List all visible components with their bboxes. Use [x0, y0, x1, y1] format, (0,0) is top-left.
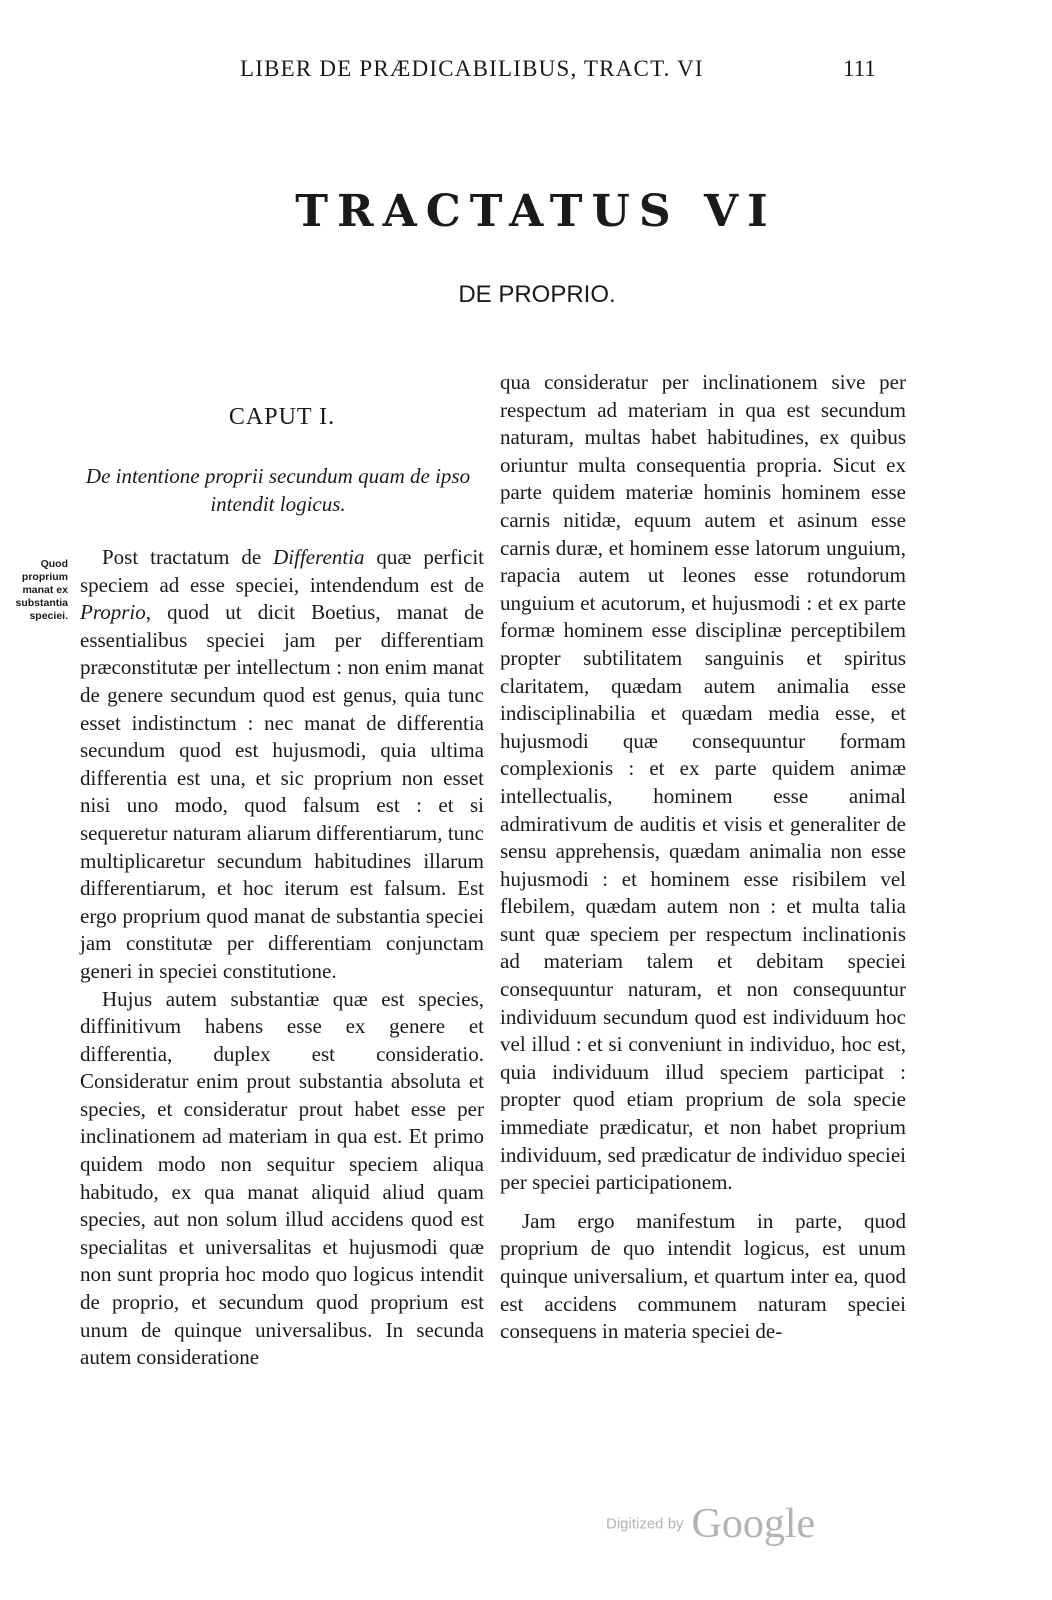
margin-note: Quod proprium manat ex substantia speciei.: [15, 558, 68, 622]
chapter-subtitle: De intentione proprii secundum quam de ipso intendit logicus.: [85, 464, 471, 516]
running-head: [0, 56, 1052, 90]
digitized-watermark: [606, 1500, 815, 1548]
page-number: 111: [843, 56, 876, 81]
italic-term-proprio: Proprio: [80, 600, 146, 625]
right-paragraph-1: qua consideratur per inclinationem sive per respectum ad materiam in qua est secundum naturam, multas habet habitudines, ex quibus oriuntur multa consequentia propria. Sicut ex parte quidem materiæ hominis hominem esse carnis nitidæ, equum autem et asinum esse carnis duræ, et hominem esse latorum unguium, rapacia autem ut leones esse rotundorum unguium et acutorum, et hujusmodi : et ex parte formæ hominem esse disciplinæ perceptibilem propter subtilitatem sanguinis et spiritus claritatem, quædam autem animalia esse indisciplinabilia et quædam media esse, et hujusmodi quæ consequuntur formam complexionis : et ex parte quidem animæ intellectualis, hominem esse animal admirativum de auditis et visis et generaliter de sensu apprehensis, quædam animalia non esse hujusmodi : et hominem esse risibilem vel flebilem, quædam autem non : et multa talia sunt quæ speciem per respectum inclinationis ad materiam talem et debitam speciei consequuntur naturam, et non consequuntur individuum secundum quod est individuum hoc vel illud : et si conveniunt in individuo, hoc est, quia individuum illud speciem participat : propter quod etiam proprium de sola specie immediate prædicatur, et non habet proprium individuum, sed prædicatur de individuo speciei per speciei participationem.: [500, 370, 906, 1195]
tractate-title: TRACTATUS VI: [295, 186, 777, 237]
left-paragraph-1: [80, 544, 484, 986]
google-logo: Google: [691, 1501, 816, 1547]
tractate-subtitle: DE PROPRIO.: [458, 281, 616, 308]
right-paragraph-2: Jam ergo manifestum in parte, quod proprium de quo intendit logicus, est unum quinque universalium, et quartum inter ea, quod est accidens communem naturam speciei consequens in materia speciei de-: [500, 1208, 906, 1344]
text-run: Post tractatum de: [102, 545, 274, 569]
italic-term-differentia: Differentia: [273, 545, 365, 569]
chapter-heading: CAPUT I.: [228, 404, 336, 430]
left-column: [80, 544, 484, 1372]
left-paragraph-2: Hujus autem substantiæ quæ est species, diffinitivum habens esse ex genere et differentia, duplex est consideratio. Consideratur enim prout substantia absoluta et species, et consideratur prout habet esse per inclinationem ad materiam in qua est. Et primo quidem modo non sequitur speciem aliqua habitudo, ex qua manat aliquid aliud quam species, aut non solum illud accidens quod est specialitas et universalitas et hujusmodi quæ non sunt propria hoc modo quo logicus intendit de proprio, et secundum quod proprium est unum de quinque universalibus. In secunda autem consideratione: [80, 986, 484, 1370]
digitized-by-text: Digitized by: [606, 1515, 684, 1533]
text-run: , quod ut dicit Boetius, manat de essentialibus speciei jam per differentiam præconstitutæ per intellectum : non enim manat de genere secundum quod est genus, quia tunc esset indistinctum : nec manat de differentia secundum quod est hujusmodi, quia ultima differentia est una, et sic proprium non esset nisi uno modo, quod falsum est : et si sequeretur naturam aliarum differentiarum, tunc multiplicaretur secundum habitudines illarum differentiarum, et hoc iterum est falsum. Est ergo proprium quod manat de substantia speciei jam constitutæ per differentiam conjunctam generi in speciei constitutione.: [80, 600, 484, 983]
right-column: [500, 369, 906, 1346]
text-run: quæ perficit speciem ad esse speciei, intendendum est de: [80, 545, 484, 597]
running-title: LIBER DE PRÆDICABILIBUS, TRACT. VI: [240, 56, 704, 81]
